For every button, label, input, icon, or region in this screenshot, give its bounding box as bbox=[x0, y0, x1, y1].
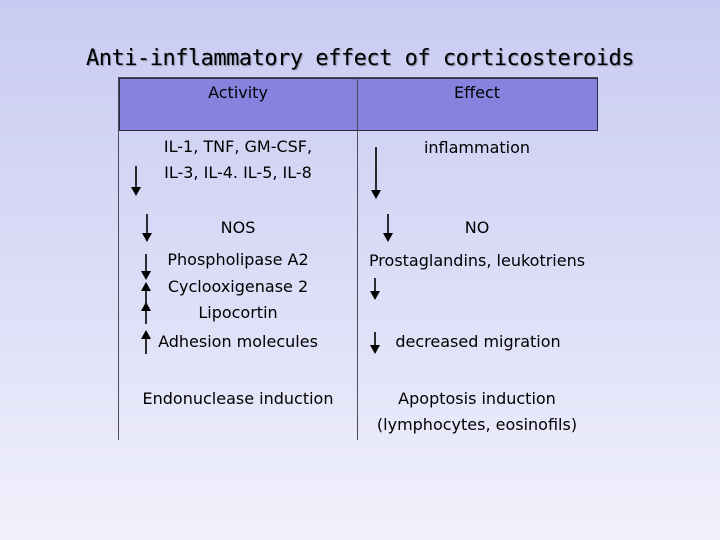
row1-activity-line1: IL-1, TNF, GM-CSF, bbox=[163, 137, 313, 156]
arrow-down-icon bbox=[130, 166, 142, 196]
row5-effect-line1: Apoptosis induction bbox=[398, 389, 556, 408]
slide-title: Anti-inflammatory effect of corticosteroids bbox=[85, 46, 635, 71]
arrow-down-icon bbox=[370, 147, 382, 199]
row3-effect: Prostaglandins, leukotriens bbox=[368, 251, 586, 270]
arrow-down-icon bbox=[140, 254, 152, 280]
row1-effect: inflammation bbox=[423, 138, 531, 157]
row3-activity-line3: Lipocortin bbox=[198, 303, 278, 322]
row2-effect: NO bbox=[464, 218, 490, 237]
effects-table bbox=[118, 77, 598, 440]
row3-activity-line2: Cyclooxigenase 2 bbox=[167, 277, 309, 296]
header-effect: Effect bbox=[453, 83, 501, 102]
arrow-up-icon bbox=[140, 330, 152, 354]
arrow-down-icon bbox=[141, 214, 153, 242]
row4-effect: decreased migration bbox=[395, 332, 561, 351]
arrow-down-icon bbox=[369, 332, 381, 354]
row2-activity: NOS bbox=[220, 218, 256, 237]
row3-activity-line1: Phospholipase A2 bbox=[167, 250, 309, 269]
row4-activity: Adhesion molecules bbox=[158, 332, 318, 351]
row5-activity: Endonuclease induction bbox=[142, 389, 334, 408]
header-activity: Activity bbox=[208, 83, 268, 102]
arrow-up-icon bbox=[140, 302, 152, 324]
row5-effect-line2: (lymphocytes, eosinofils) bbox=[376, 415, 578, 434]
row1-activity-line2: IL-3, IL-4. IL-5, IL-8 bbox=[164, 163, 312, 182]
arrow-down-icon bbox=[369, 278, 381, 300]
arrow-down-icon bbox=[382, 214, 394, 242]
